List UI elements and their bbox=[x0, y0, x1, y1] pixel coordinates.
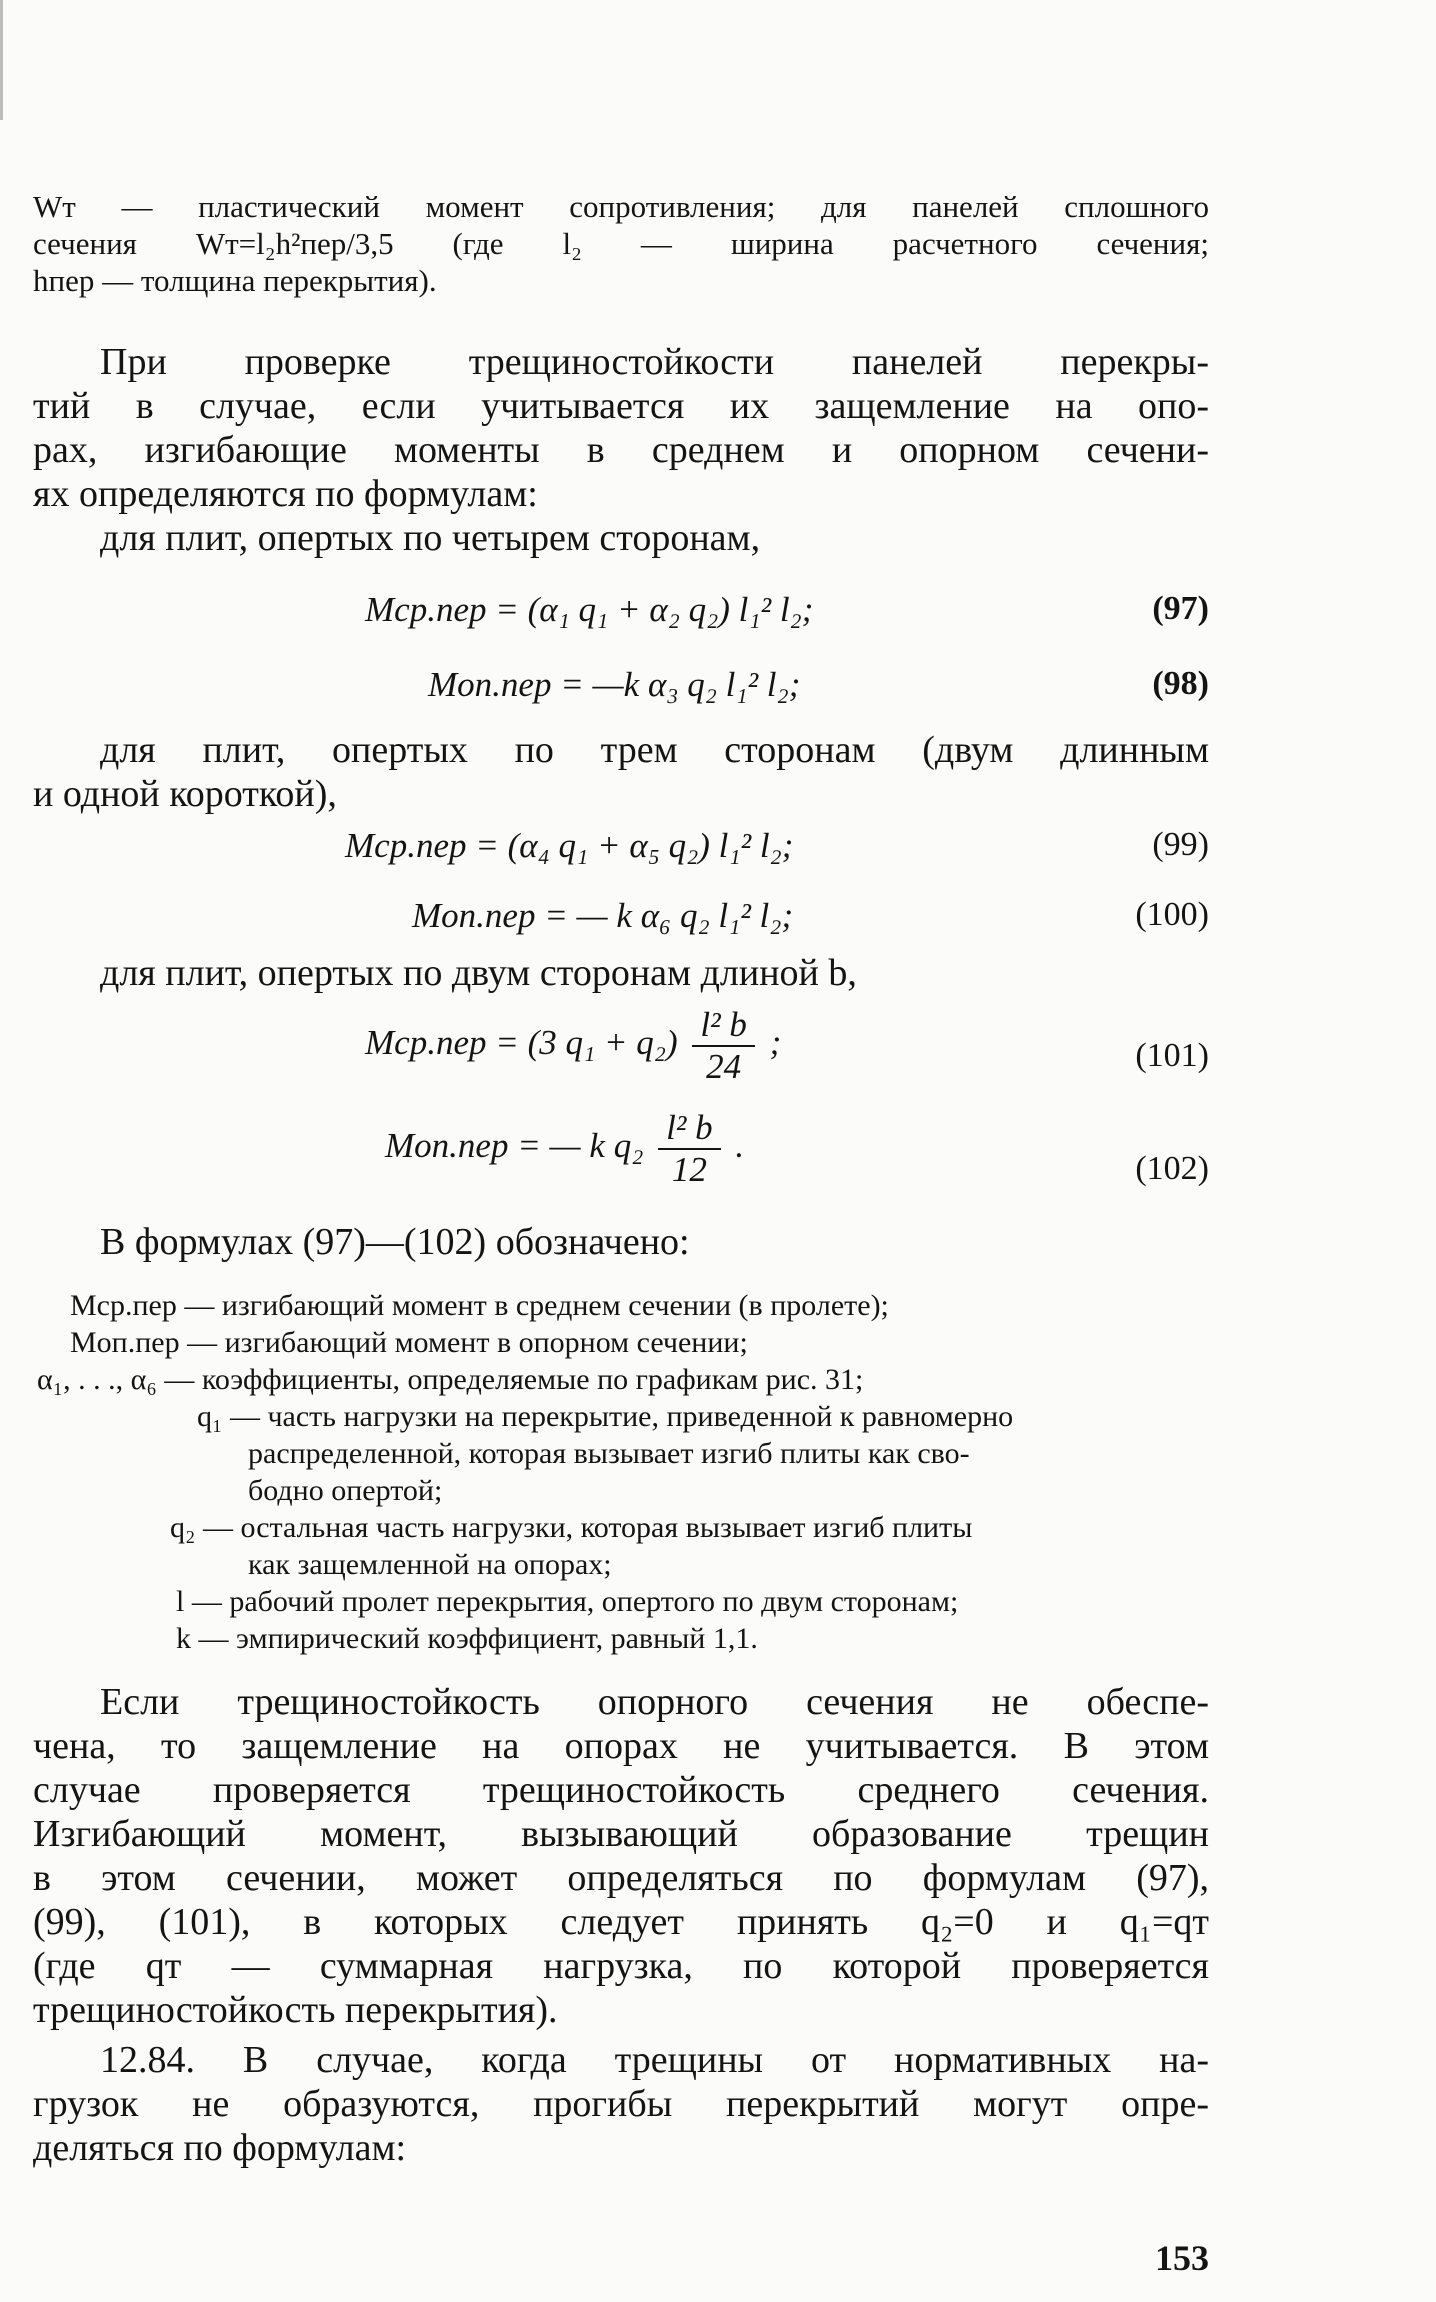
formula-101 bbox=[365, 1005, 781, 1087]
def-q1-cont-1: распределенной, которая вызывает изгиб плиты как сво- bbox=[248, 1437, 970, 1470]
formula-102-numerator: l² b bbox=[658, 1108, 720, 1150]
formula-101-lhs: Mср.пер = (3 q₁ + q₂) bbox=[365, 1023, 678, 1063]
formula-102 bbox=[385, 1108, 744, 1190]
def-m-support: Mоп.пер — изгибающий момент в опорном сечении; bbox=[70, 1326, 748, 1359]
paragraph-1 bbox=[33, 340, 1209, 560]
formula-102-denominator: 12 bbox=[671, 1150, 707, 1189]
para1-line-1: При проверке трещиностойкости панелей перекры- bbox=[100, 341, 1209, 383]
formula-97-number: (97) bbox=[1152, 590, 1209, 627]
formula-97: Mср.пер = (α₁ q₁ + α₂ q₂) l₁² l₂; bbox=[365, 590, 814, 629]
para5-line-1: 12.84. В случае, когда трещины от нормативных на- bbox=[100, 2039, 1209, 2081]
para1-line-2: тий в случае, если учитывается их защемление на опо- bbox=[33, 385, 1209, 427]
def-q1: q₁ — часть нагрузки на перекрытие, приведенной к равномерно bbox=[197, 1400, 1014, 1433]
def-q2: q₂ — остальная часть нагрузки, которая вызывает изгиб плиты bbox=[170, 1511, 973, 1544]
formula-100-number: (100) bbox=[1135, 896, 1209, 933]
intro-line-3: hпер — толщина перекрытия). bbox=[33, 263, 437, 298]
para1-line-3: рах, изгибающие моменты в среднем и опорном сечени- bbox=[33, 429, 1209, 471]
para4-line-8: трещиностойкость перекрытия). bbox=[33, 1989, 558, 2031]
formula-98-number: (98) bbox=[1152, 665, 1209, 702]
scan-edge-mark bbox=[0, 0, 3, 120]
formula-102-end: . bbox=[735, 1126, 745, 1166]
formula-102-lhs: Mоп.пер = — k q₂ bbox=[385, 1126, 644, 1166]
intro-line-2: сечения Wт=l₂h²пер/3,5 (где l₂ — ширина расчетного сечения; bbox=[33, 226, 1209, 261]
formula-101-denominator: 24 bbox=[706, 1047, 742, 1086]
paragraph-2 bbox=[33, 728, 1209, 816]
para4-line-6: (99), (101), в которых следует принять q₂=0 и q₁=qт bbox=[33, 1901, 1209, 1943]
para4-line-7: (где qт — суммарная нагрузка, по которой проверяется bbox=[33, 1945, 1209, 1987]
formula-101-numerator: l² b bbox=[692, 1005, 754, 1047]
def-m-span: Mср.пер — изгибающий момент в среднем сечении (в пролете); bbox=[70, 1289, 889, 1322]
para4-line-1: Если трещиностойкость опорного сечения не обеспе- bbox=[100, 1681, 1209, 1723]
paragraph-4 bbox=[33, 1680, 1209, 2032]
paragraph-5 bbox=[33, 2038, 1209, 2170]
page-number: 153 bbox=[1155, 2238, 1209, 2278]
para3-line-1: для плит, опертых по двум сторонам длиной b, bbox=[100, 952, 857, 994]
def-l: l — рабочий пролет перекрытия, опертого по двум сторонам; bbox=[176, 1585, 959, 1618]
formula-101-fraction bbox=[692, 1005, 754, 1087]
def-q1-cont-2: бодно опертой; bbox=[248, 1474, 443, 1507]
para2-line-2: и одной короткой), bbox=[33, 773, 337, 815]
formula-98: Mоп.пер = —k α₃ q₂ l₁² l₂; bbox=[428, 665, 801, 704]
para4-line-5: в этом сечении, может определяться по формулам (97), bbox=[33, 1857, 1209, 1899]
formula-101-end: ; bbox=[769, 1023, 782, 1063]
para4-line-2: чена, то защемление на опорах не учитывается. В этом bbox=[33, 1725, 1209, 1767]
formula-102-number: (102) bbox=[1135, 1150, 1209, 1187]
intro-line-1: Wт — пластический момент сопротивления; для панелей сплошного bbox=[33, 189, 1209, 224]
intro-definition bbox=[33, 188, 1209, 299]
paragraph-3 bbox=[100, 951, 1209, 995]
def-k: k — эмпирический коэффициент, равный 1,1. bbox=[176, 1622, 758, 1655]
notation-title: В формулах (97)—(102) обозначено: bbox=[100, 1221, 690, 1263]
para2-line-1: для плит, опертых по трем сторонам (двум длинным bbox=[100, 729, 1209, 771]
para1-line-5: для плит, опертых по четырем сторонам, bbox=[100, 517, 761, 559]
formula-101-number: (101) bbox=[1135, 1037, 1209, 1074]
formula-99-number: (99) bbox=[1152, 826, 1209, 863]
def-q2-cont: как защемленной на опорах; bbox=[248, 1548, 612, 1581]
formula-100: Mоп.пер = — k α₆ q₂ l₁² l₂; bbox=[412, 896, 794, 935]
formula-102-fraction bbox=[658, 1108, 720, 1190]
para5-line-3: деляться по формулам: bbox=[33, 2127, 407, 2169]
def-alpha: α₁, . . ., α₆ — коэффициенты, определяемые по графикам рис. 31; bbox=[37, 1363, 864, 1396]
formula-99: Mср.пер = (α₄ q₁ + α₅ q₂) l₁² l₂; bbox=[345, 826, 794, 865]
para4-line-3: случае проверяется трещиностойкость среднего сечения. bbox=[33, 1769, 1209, 1811]
para1-line-4: ях определяются по формулам: bbox=[33, 473, 538, 515]
para5-line-2: грузок не образуются, прогибы перекрытий могут опре- bbox=[33, 2083, 1209, 2125]
para4-line-4: Изгибающий момент, вызывающий образование трещин bbox=[33, 1813, 1209, 1855]
